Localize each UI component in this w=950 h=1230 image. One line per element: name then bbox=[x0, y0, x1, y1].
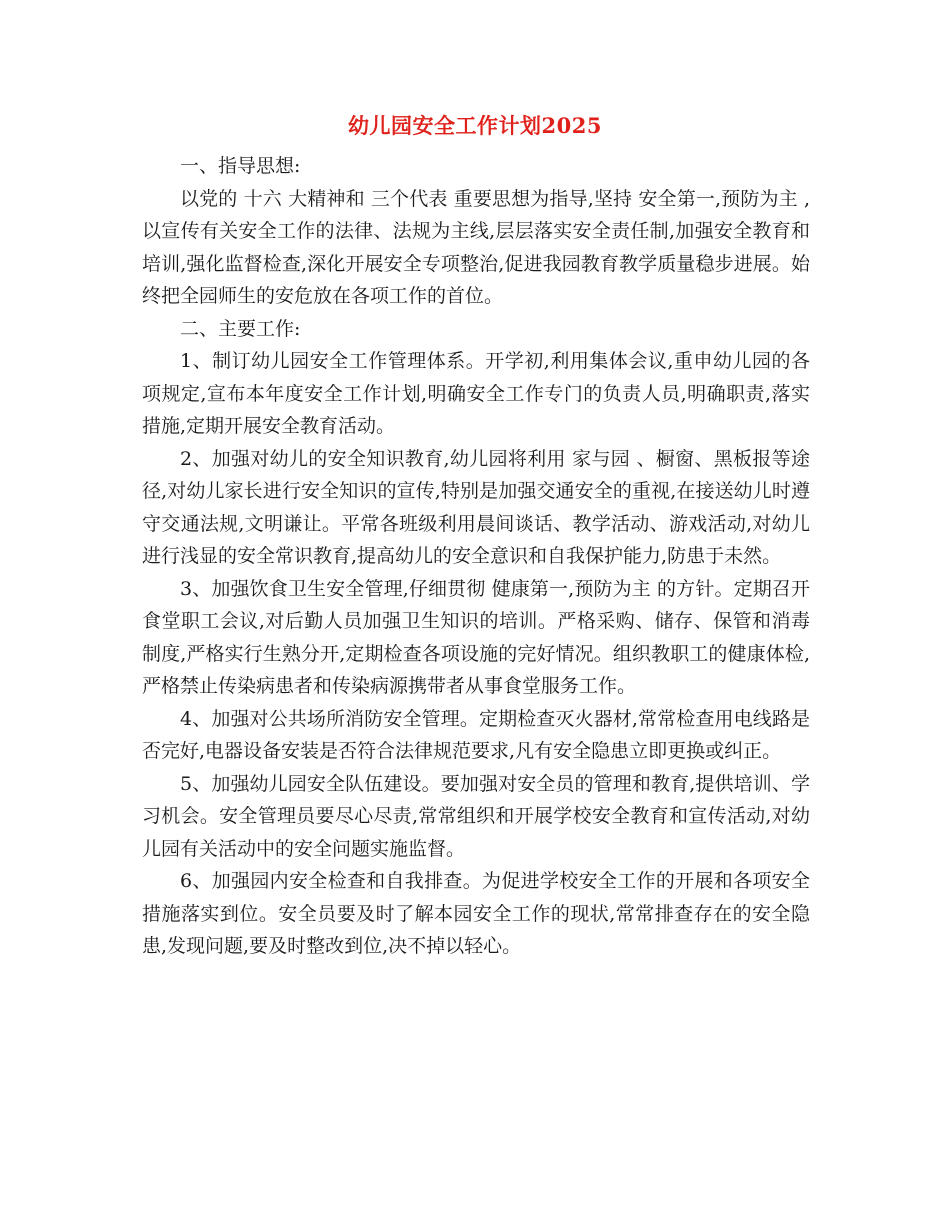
paragraph-item-2: 2、加强对幼儿的安全知识教育,幼儿园将利用 家与园 、橱窗、黑板报等途径,对幼儿家长进行安全知识的宣传,特别是加强交通安全的重视,在接送幼儿时遵守交通法规,文明谦让。平常各班级利用晨间谈话、教学活动、游戏活动,对幼儿进行浅显的安全常识教育,提高幼儿的安全意识和自我保护能力,防患于未然。 bbox=[142, 447, 810, 567]
document-title: 幼儿园安全工作计划2025 bbox=[348, 113, 602, 138]
paragraph-item-5: 5、加强幼儿园安全队伍建设。要加强对安全员的管理和教育,提供培训、学习机会。安全管理员要尽心尽责,常常组织和开展学校安全教育和宣传活动,对幼儿园有关活动中的安全问题实施监督。 bbox=[142, 772, 810, 860]
section-heading-guiding-ideology: 一、指导思想: bbox=[180, 155, 301, 177]
paragraph-item-3: 3、加强饮食卫生安全管理,仔细贯彻 健康第一,预防为主 的方针。定期召开食堂职工会议,对后勤人员加强卫生知识的培训。严格采购、储存、保管和消毒制度,严格实行生熟分开,定期检查各项设施的完好情况。组织教职工的健康体检,严格禁止传染病患者和传染病源携带者从事食堂服务工作。 bbox=[142, 577, 810, 697]
paragraph-guiding-ideology: 以党的 十六 大精神和 三个代表 重要思想为指导,坚持 安全第一,预防为主 ,以宣传有关安全工作的法律、法规为主线,层层落实安全责任制,加强安全教育和培训,强化监督检查,深化开展安全专项整治,促进我园教育教学质量稳步进展。始终把全园师生的安危放在各项工作的首位。 bbox=[142, 187, 810, 307]
paragraph-item-4: 4、加强对公共场所消防安全管理。定期检查灭火器材,常常检查用电线路是否完好,电器设备安装是否符合法律规范要求,凡有安全隐患立即更换或纠正。 bbox=[142, 707, 810, 762]
paragraph-item-1: 1、制订幼儿园安全工作管理体系。开学初,利用集体会议,重申幼儿园的各项规定,宣布本年度安全工作计划,明确安全工作专门的负责人员,明确职责,落实措施,定期开展安全教育活动。 bbox=[142, 350, 810, 437]
paragraph-item-6: 6、加强园内安全检查和自我排查。为促进学校安全工作的开展和各项安全措施落实到位。安全员要及时了解本园安全工作的现状,常常排查存在的安全隐患,发现问题,要及时整改到位,决不掉以轻心。 bbox=[142, 870, 810, 957]
section-heading-main-work: 二、主要工作: bbox=[180, 317, 301, 340]
document-body bbox=[142, 150, 810, 963]
